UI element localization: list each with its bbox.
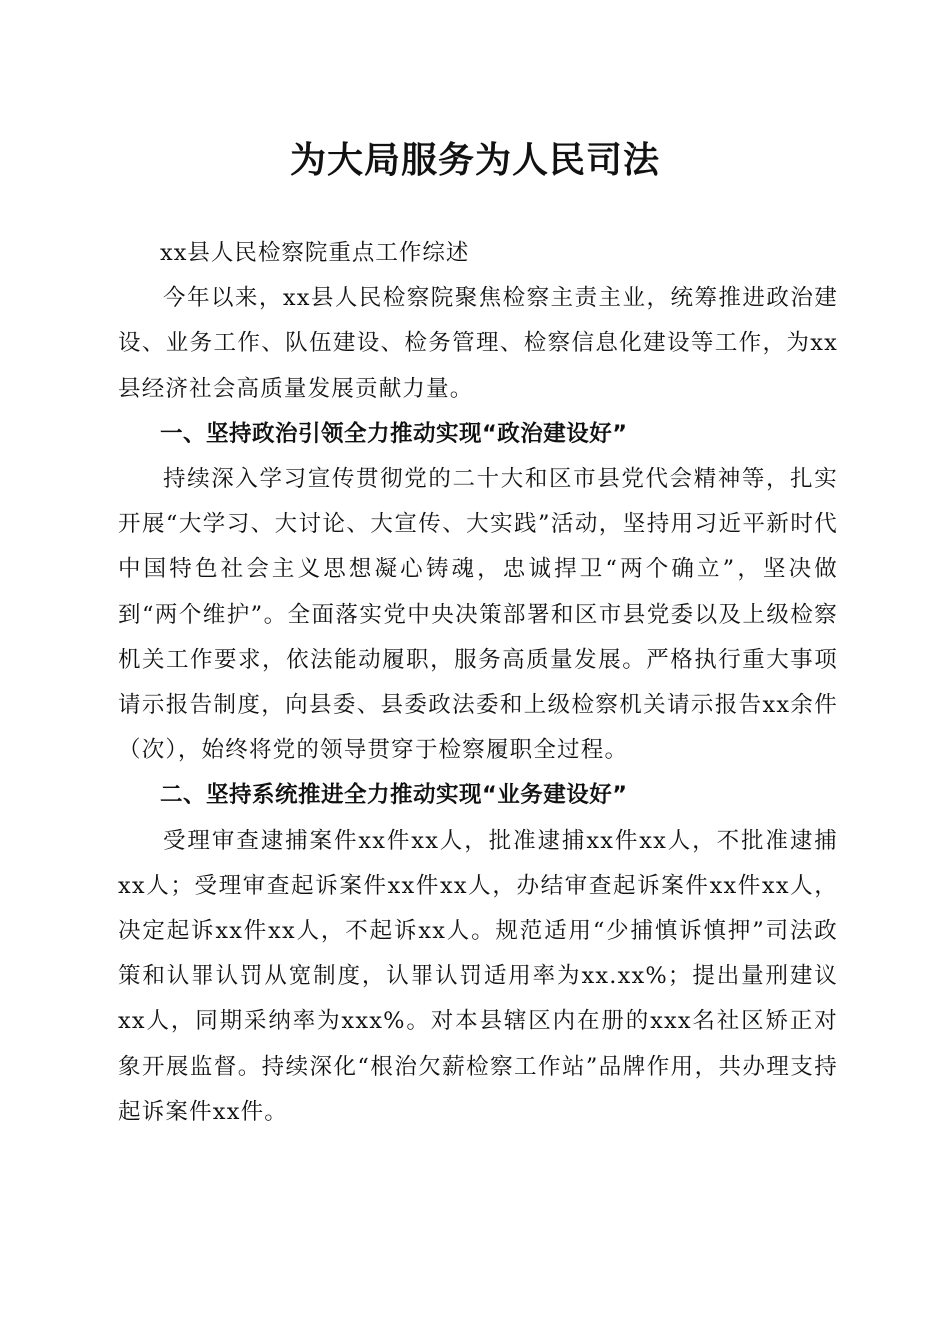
section-heading-2: 二、坚持系统推进全力推动实现“业务建设好” [160, 782, 628, 809]
document-title: 为大局服务为人民司法 [289, 140, 660, 181]
document-subtitle: xx县人民检察院重点工作综述 [160, 240, 470, 266]
section-paragraph-2: 受理审查逮捕案件xx件xx人，批准逮捕xx件xx人，不批准逮捕xx人；受理审查起诉案件xx件xx人，办结审查起诉案件xx件xx人，决定起诉xx件xx人，不起诉xx人。规范适用“少捕慎诉慎押”司法政策和认罪认罚从宽制度，认罪认罚适用率为xx.xx%；提出量刑建议xx人，同期采纳率为xxx%。对本县辖区内在册的xxx名社区矫正对象开展监督。持续深化“根治欠薪检察工作站”品牌作用，共办理支持起诉案件xx件。 [118, 827, 838, 1125]
section-paragraph-1: 持续深入学习宣传贯彻党的二十大和区市县党代会精神等，扎实开展“大学习、大讨论、大宣传、大实践”活动，坚持用习近平新时代中国特色社会主义思想凝心铸魂，忠诚捍卫“两个确立”，坚决做到“两个维护”。全面落实党中央决策部署和区市县党委以及上级检察机关工作要求，依法能动履职，服务高质量发展。严格执行重大事项请示报告制度，向县委、县委政法委和上级检察机关请示报告xx余件（次），始终将党的领导贯穿于检察履职全过程。 [118, 466, 838, 764]
document-body [118, 231, 838, 1135]
section-heading-1: 一、坚持政治引领全力推动实现“政治建设好” [160, 420, 628, 447]
intro-paragraph: 今年以来，xx县人民检察院聚焦检察主责主业，统筹推进政治建设、业务工作、队伍建设、检务管理、检察信息化建设等工作，为xx县经济社会高质量发展贡献力量。 [118, 285, 838, 402]
